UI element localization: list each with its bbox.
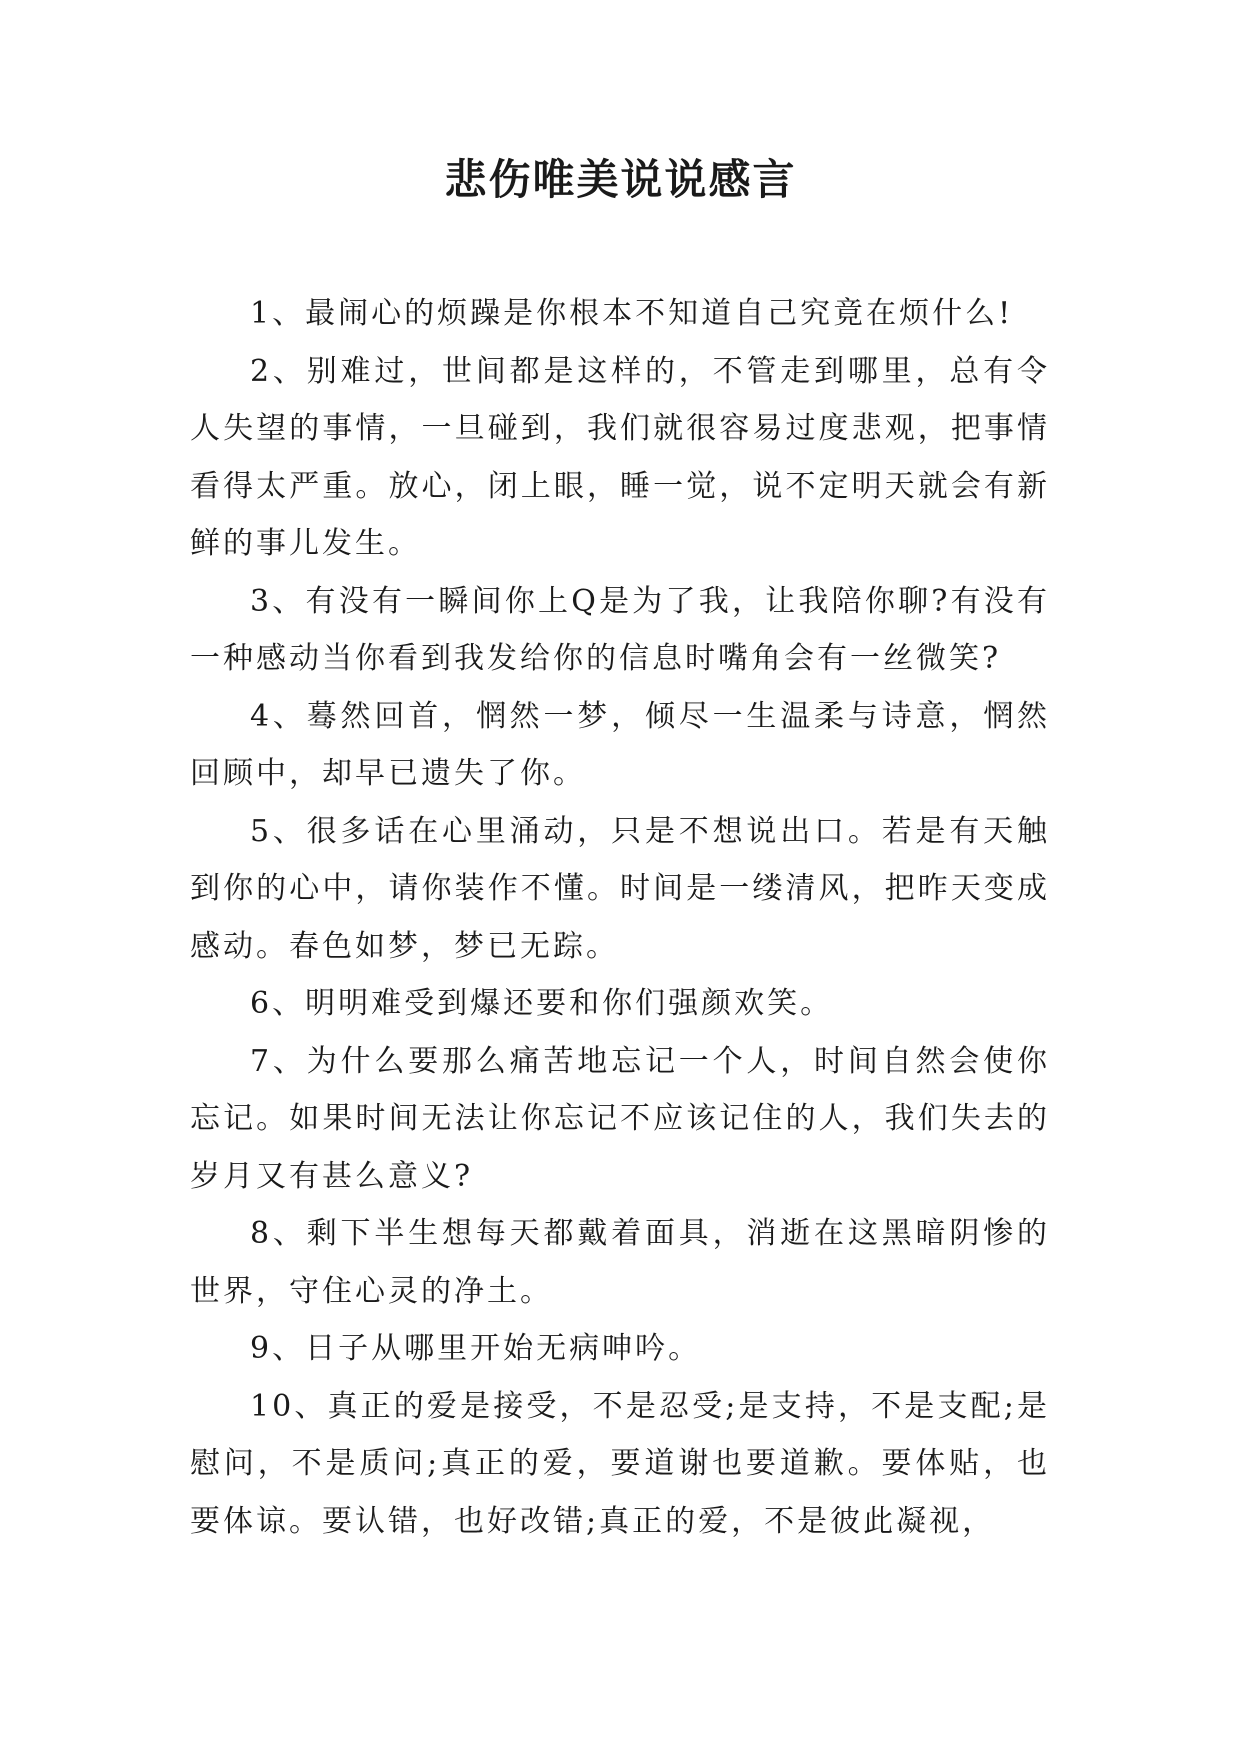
paragraph: 6、明明难受到爆还要和你们强颜欢笑。 xyxy=(250,986,834,1021)
paragraph: 8、剩下半生想每天都戴着面具，消逝在这黑暗阴惨的世界，守住心灵的净土。 xyxy=(190,1216,1050,1309)
paragraph: 1、最闹心的烦躁是你根本不知道自己究竟在烦什么! xyxy=(250,296,1014,331)
paragraph: 7、为什么要那么痛苦地忘记一个人，时间自然会使你忘记。如果时间无法让你忘记不应该记住的人，我们失去的岁月又有甚么意义? xyxy=(190,1043,1050,1194)
paragraph: 3、有没有一瞬间你上Q是为了我，让我陪你聊?有没有一种感动当你看到我发给你的信息时嘴角会有一丝微笑? xyxy=(190,583,1050,676)
document-body xyxy=(190,285,1050,1550)
paragraph: 4、蓦然回首，惘然一梦，倾尽一生温柔与诗意，惘然回顾中，却早已遗失了你。 xyxy=(190,698,1050,791)
paragraph: 5、很多话在心里涌动，只是不想说出口。若是有天触到你的心中，请你装作不懂。时间是一缕清风，把昨天变成感动。春色如梦，梦已无踪。 xyxy=(190,813,1050,964)
paragraph: 9、日子从哪里开始无病呻吟。 xyxy=(250,1331,702,1366)
paragraph: 2、别难过，世间都是这样的，不管走到哪里，总有令人失望的事情，一旦碰到，我们就很容易过度悲观，把事情看得太严重。放心，闭上眼，睡一觉，说不定明天就会有新鲜的事儿发生。 xyxy=(190,353,1050,561)
paragraph: 10、真正的爱是接受，不是忍受;是支持，不是支配;是慰问，不是质问;真正的爱，要道谢也要道歉。要体贴，也要体谅。要认错，也好改错;真正的爱，不是彼此凝视， xyxy=(190,1388,1050,1539)
document-title: 悲伤唯美说说感言 xyxy=(444,155,797,204)
